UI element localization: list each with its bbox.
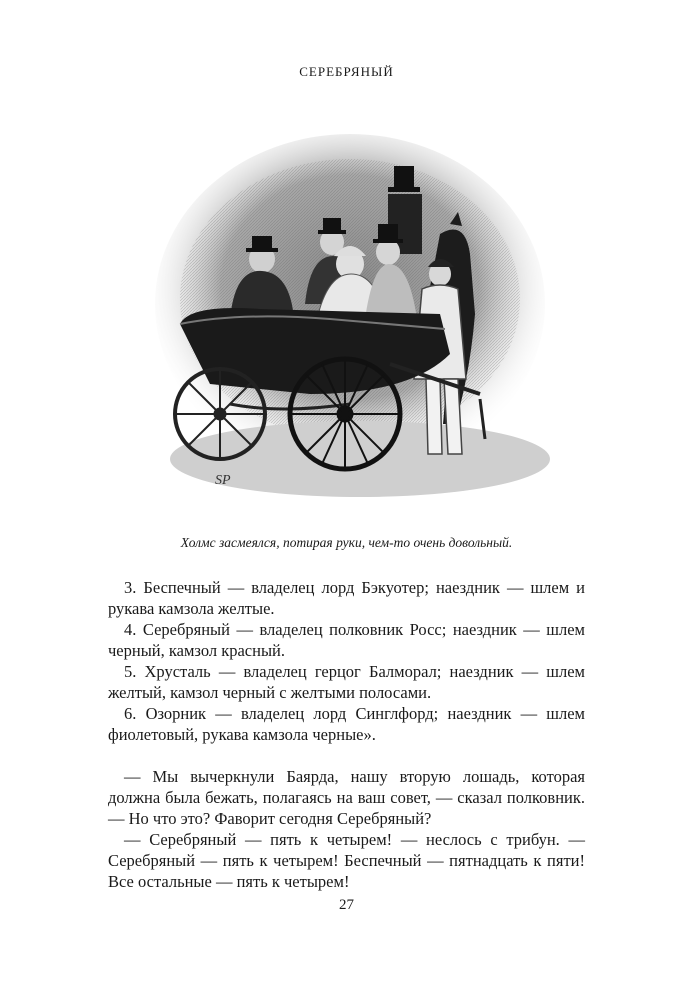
body-text xyxy=(108,577,585,892)
paragraph: — Серебряный — пять к четырем! — неслось с трибун. — Серебряный — пять к четырем! Беспечный — пятнадцать к пяти! Все остальные — пять к четырем! xyxy=(108,830,585,891)
artist-signature: SP xyxy=(215,473,231,488)
list-item: 3. Беспечный — владелец лорд Бэкуотер; наездник — шлем и рукава камзола желтые. xyxy=(108,578,585,618)
paragraph-gap xyxy=(108,745,585,766)
page-number: 27 xyxy=(339,897,354,913)
paragraph: — Мы вычеркнули Баярда, нашу вторую лошадь, которая должна была бежать, полагаясь на ваш совет, — сказал полковник. — Но что это? Фаворит сегодня Серебряный? xyxy=(108,767,585,828)
figure-caption: Холмс засмеялся, потирая руки, чем-то очень довольный. xyxy=(180,535,513,550)
list-item: 6. Озорник — владелец лорд Синглфорд; наездник — шлем фиолетовый, рукава камзола черные». xyxy=(108,704,585,744)
running-head: СЕРЕБРЯНЫЙ xyxy=(299,64,394,79)
illustration-carriage xyxy=(150,124,550,529)
list-item: 5. Хрусталь — владелец герцог Балморал; наездник — шлем желтый, камзол черный с желтыми полосами. xyxy=(108,662,585,702)
engraving-image xyxy=(150,124,550,524)
carriage-wheel-rear xyxy=(175,369,265,459)
list-item: 4. Серебряный — владелец полковник Росс; наездник — шлем черный, камзол красный. xyxy=(108,620,585,660)
carriage-wheel-front xyxy=(290,359,400,469)
